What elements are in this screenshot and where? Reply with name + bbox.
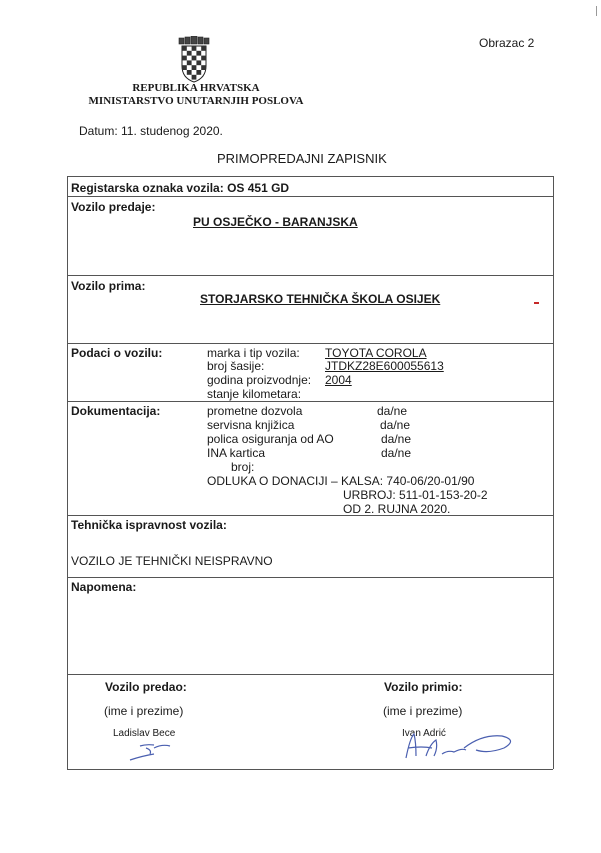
form-number: Obrazac 2	[479, 36, 535, 50]
table-right-border	[553, 176, 554, 769]
name-hint-right: (ime i prezime)	[383, 704, 463, 718]
year-label: godina proizvodnje:	[207, 373, 312, 387]
decision-line-3: OD 2. RUJNA 2020.	[343, 502, 451, 516]
handed-by-name: Ladislav Bece	[113, 728, 176, 739]
documentation-label: Dokumentacija:	[71, 404, 161, 418]
decision-line-2: URBROJ: 511-01-153-20-2	[343, 488, 488, 502]
row-divider	[67, 577, 553, 578]
document-item: polica osiguranja od AO	[207, 432, 334, 446]
coat-of-arms-icon	[176, 36, 212, 84]
decision-line-1: ODLUKA O DONACIJI – KALSA: 740-06/20-01/90	[207, 474, 475, 488]
chassis-label: broj šasije:	[207, 359, 265, 373]
table-bottom-border	[67, 769, 553, 770]
row-divider	[67, 343, 553, 344]
row-divider	[67, 674, 553, 675]
document-item-status: da/ne	[377, 404, 408, 418]
mileage-label: stanje kilometara:	[207, 387, 302, 401]
row-divider	[67, 515, 553, 516]
table-left-border	[67, 176, 68, 769]
document-item: INA kartica	[207, 446, 266, 460]
received-by-label: Vozilo primio:	[384, 680, 463, 694]
row-divider	[67, 196, 553, 197]
technical-label: Tehnička ispravnost vozila:	[71, 518, 227, 532]
scan-mark	[596, 6, 597, 16]
row-divider	[67, 275, 553, 276]
table-top-border	[67, 176, 553, 177]
year-value: 2004	[325, 373, 352, 387]
received-by-signature	[392, 728, 522, 764]
handed-by-label: Vozilo predao:	[105, 680, 187, 694]
chassis-value: JTDKZ28E600055613	[325, 359, 444, 373]
name-hint-left: (ime i prezime)	[104, 704, 184, 718]
date-line: Datum: 11. studenog 2020.	[79, 124, 223, 138]
technical-value: VOZILO JE TEHNIČKI NEISPRAVNO	[71, 554, 273, 568]
received-label: Vozilo prima:	[71, 279, 146, 293]
handed-over-label: Vozilo predaje:	[71, 200, 156, 214]
make-label: marka i tip vozila:	[207, 346, 300, 360]
header-ministry: MINISTARSTVO UNUTARNJIH POSLOVA	[88, 95, 304, 107]
document-item: prometne dozvola	[207, 404, 303, 418]
header-republic: REPUBLIKA HRVATSKA	[132, 82, 260, 94]
make-value: TOYOTA COROLA	[325, 346, 427, 360]
document-item-status: da/ne	[381, 446, 412, 460]
document-item-status: da/ne	[380, 418, 411, 432]
document-number-label: broj:	[231, 460, 255, 474]
notes-label: Napomena:	[71, 580, 137, 594]
red-mark	[534, 302, 539, 304]
received-by-name: Ivan Adrić	[402, 728, 446, 739]
registration-line: Registarska oznaka vozila: OS 451 GD	[71, 181, 290, 195]
document-item-status: da/ne	[381, 432, 412, 446]
vehicle-data-label: Podaci o vozilu:	[71, 346, 163, 360]
document-item: servisna knjižica	[207, 418, 295, 432]
document-title: PRIMOPREDAJNI ZAPISNIK	[217, 151, 387, 166]
handed-over-value: PU OSJEČKO - BARANJSKA	[193, 215, 358, 229]
received-value: STORJARSKO TEHNIČKA ŠKOLA OSIJEK	[200, 292, 441, 306]
handed-by-signature	[124, 736, 176, 764]
row-divider	[67, 401, 553, 402]
